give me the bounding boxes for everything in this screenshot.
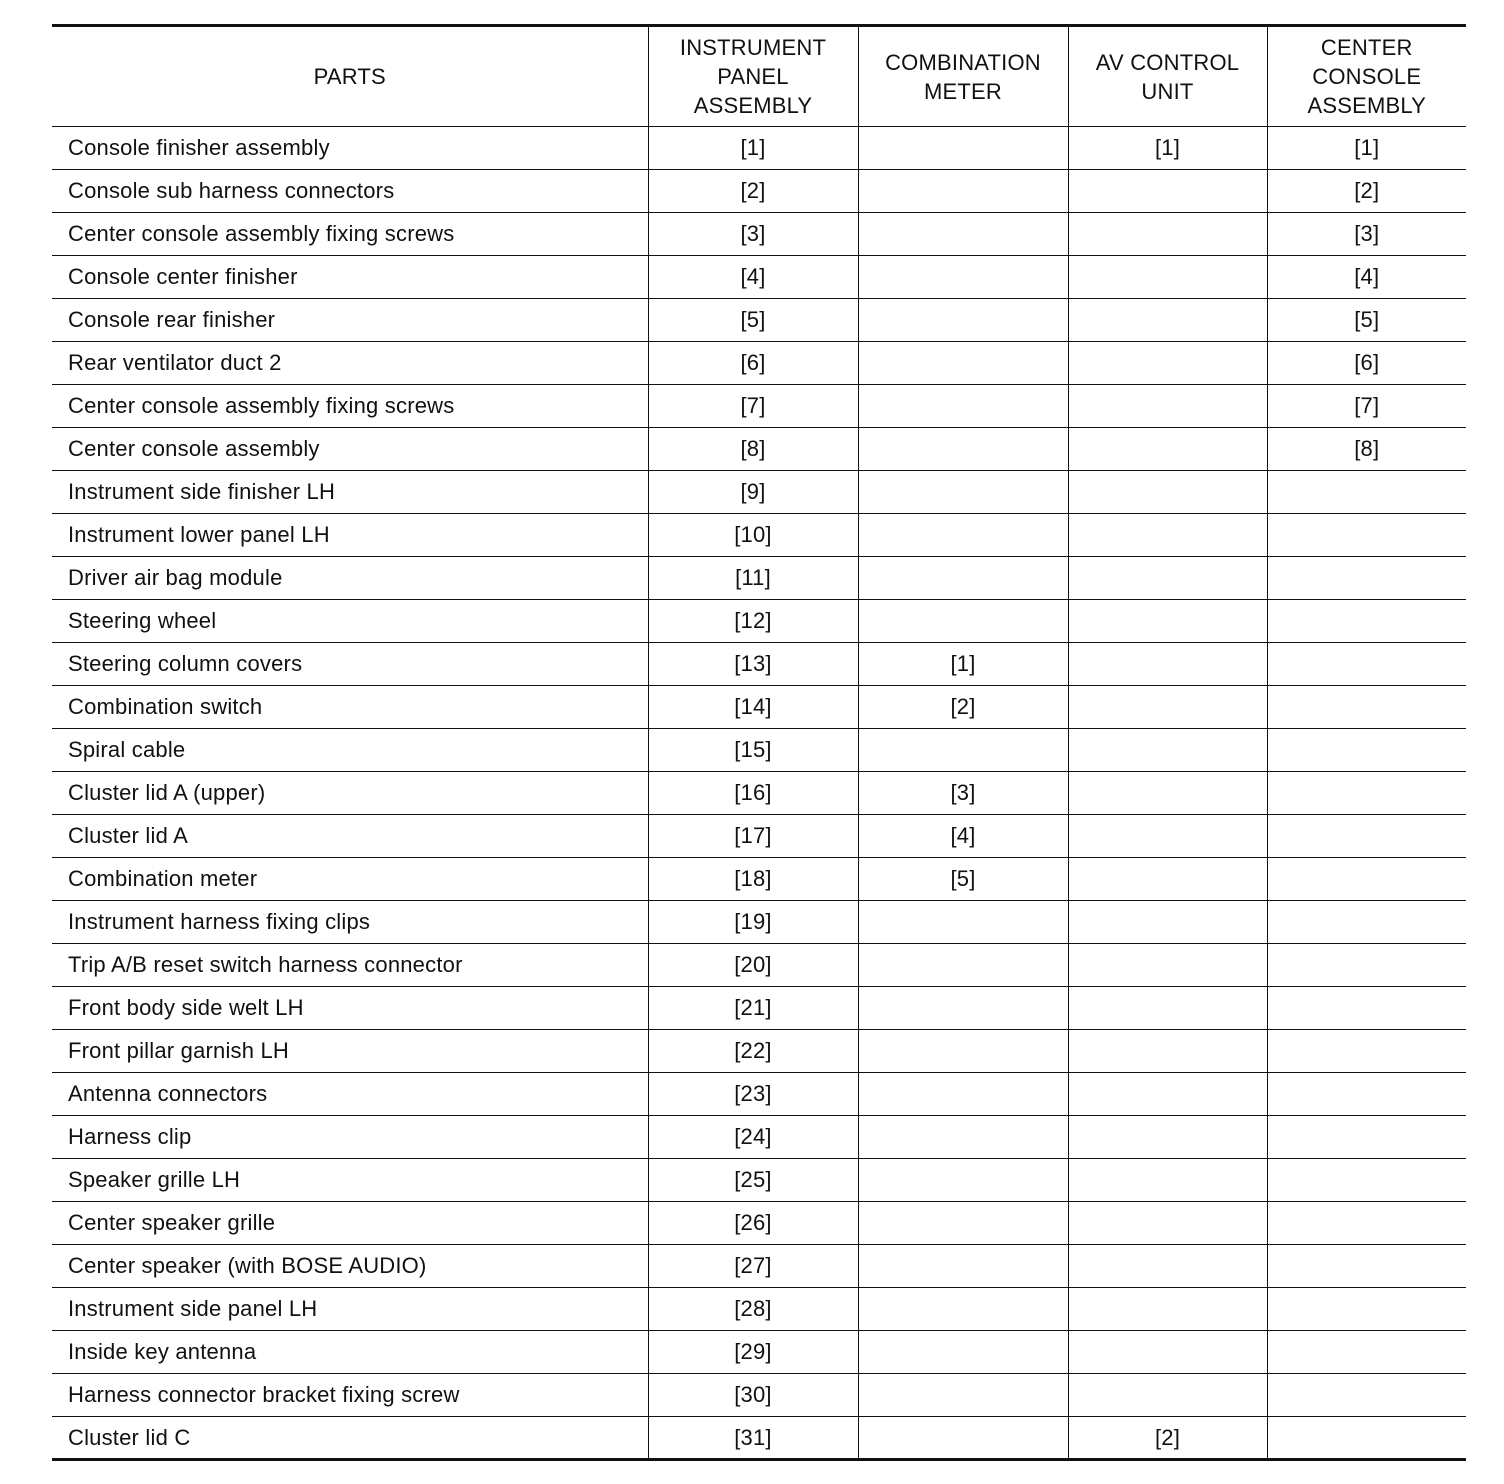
header-line: UNIT bbox=[1141, 78, 1194, 104]
av-control-unit-step-cell bbox=[1068, 1331, 1267, 1374]
table-row bbox=[52, 858, 1466, 901]
av-control-unit-step-cell: [2] bbox=[1068, 1417, 1267, 1460]
center-console-step-cell bbox=[1267, 686, 1466, 729]
center-console-step-cell bbox=[1267, 514, 1466, 557]
center-console-step-cell bbox=[1267, 815, 1466, 858]
header-row bbox=[52, 26, 1466, 127]
table-row bbox=[52, 686, 1466, 729]
combination-meter-step-cell bbox=[858, 1331, 1068, 1374]
instrument-panel-step-cell: [18] bbox=[648, 858, 858, 901]
center-console-step-cell: [4] bbox=[1267, 256, 1466, 299]
part-name-cell: Speaker grille LH bbox=[52, 1159, 648, 1202]
header-parts bbox=[52, 26, 648, 127]
table-row bbox=[52, 514, 1466, 557]
part-name-cell: Console finisher assembly bbox=[52, 127, 648, 170]
center-console-step-cell bbox=[1267, 987, 1466, 1030]
av-control-unit-step-cell bbox=[1068, 1202, 1267, 1245]
table-row bbox=[52, 815, 1466, 858]
combination-meter-step-cell bbox=[858, 987, 1068, 1030]
table-row bbox=[52, 1116, 1466, 1159]
center-console-step-cell bbox=[1267, 600, 1466, 643]
combination-meter-step-cell bbox=[858, 1245, 1068, 1288]
instrument-panel-step-cell: [5] bbox=[648, 299, 858, 342]
combination-meter-step-cell bbox=[858, 901, 1068, 944]
part-name-cell: Instrument side finisher LH bbox=[52, 471, 648, 514]
instrument-panel-step-cell: [29] bbox=[648, 1331, 858, 1374]
part-name-cell: Front body side welt LH bbox=[52, 987, 648, 1030]
part-name-cell: Driver air bag module bbox=[52, 557, 648, 600]
combination-meter-step-cell bbox=[858, 557, 1068, 600]
table-row bbox=[52, 170, 1466, 213]
instrument-panel-step-cell: [25] bbox=[648, 1159, 858, 1202]
combination-meter-step-cell bbox=[858, 256, 1068, 299]
av-control-unit-step-cell bbox=[1068, 1374, 1267, 1417]
av-control-unit-step-cell bbox=[1068, 1073, 1267, 1116]
header-line: AV CONTROL bbox=[1095, 49, 1240, 75]
center-console-step-cell bbox=[1267, 1030, 1466, 1073]
center-console-step-cell bbox=[1267, 901, 1466, 944]
combination-meter-step-cell bbox=[858, 213, 1068, 256]
table-row bbox=[52, 1245, 1466, 1288]
combination-meter-step-cell bbox=[858, 127, 1068, 170]
table-row bbox=[52, 127, 1466, 170]
av-control-unit-step-cell bbox=[1068, 686, 1267, 729]
av-control-unit-step-cell bbox=[1068, 514, 1267, 557]
header-line: COMBINATION bbox=[885, 49, 1041, 75]
av-control-unit-step-cell bbox=[1068, 944, 1267, 987]
instrument-panel-step-cell: [2] bbox=[648, 170, 858, 213]
table-row bbox=[52, 729, 1466, 772]
av-control-unit-step-cell bbox=[1068, 1245, 1267, 1288]
table-row bbox=[52, 428, 1466, 471]
table-row bbox=[52, 342, 1466, 385]
av-control-unit-step-cell bbox=[1068, 385, 1267, 428]
av-control-unit-step-cell bbox=[1068, 1159, 1267, 1202]
part-name-cell: Spiral cable bbox=[52, 729, 648, 772]
instrument-panel-step-cell: [13] bbox=[648, 643, 858, 686]
combination-meter-step-cell bbox=[858, 514, 1068, 557]
combination-meter-step-cell bbox=[858, 600, 1068, 643]
av-control-unit-step-cell bbox=[1068, 815, 1267, 858]
combination-meter-step-cell bbox=[858, 299, 1068, 342]
instrument-panel-step-cell: [30] bbox=[648, 1374, 858, 1417]
instrument-panel-step-cell: [8] bbox=[648, 428, 858, 471]
instrument-panel-step-cell: [26] bbox=[648, 1202, 858, 1245]
part-name-cell: Front pillar garnish LH bbox=[52, 1030, 648, 1073]
combination-meter-step-cell: [2] bbox=[858, 686, 1068, 729]
av-control-unit-step-cell bbox=[1068, 1116, 1267, 1159]
part-name-cell: Console center finisher bbox=[52, 256, 648, 299]
part-name-cell: Center console assembly fixing screws bbox=[52, 213, 648, 256]
av-control-unit-step-cell bbox=[1068, 471, 1267, 514]
combination-meter-step-cell bbox=[858, 471, 1068, 514]
av-control-unit-step-cell bbox=[1068, 1288, 1267, 1331]
header-center-console-assembly bbox=[1267, 26, 1466, 127]
header-line: CONSOLE bbox=[1312, 64, 1422, 89]
instrument-panel-step-cell: [12] bbox=[648, 600, 858, 643]
part-name-cell: Steering column covers bbox=[52, 643, 648, 686]
table-header bbox=[52, 26, 1466, 127]
av-control-unit-step-cell bbox=[1068, 342, 1267, 385]
center-console-step-cell bbox=[1267, 1245, 1466, 1288]
header-combination-meter bbox=[858, 26, 1068, 127]
part-name-cell: Rear ventilator duct 2 bbox=[52, 342, 648, 385]
combination-meter-step-cell bbox=[858, 1374, 1068, 1417]
part-name-cell: Combination switch bbox=[52, 686, 648, 729]
table-row bbox=[52, 471, 1466, 514]
center-console-step-cell bbox=[1267, 1116, 1466, 1159]
instrument-panel-step-cell: [4] bbox=[648, 256, 858, 299]
instrument-panel-step-cell: [19] bbox=[648, 901, 858, 944]
center-console-step-cell bbox=[1267, 772, 1466, 815]
combination-meter-step-cell bbox=[858, 1116, 1068, 1159]
combination-meter-step-cell bbox=[858, 1417, 1068, 1460]
table-row bbox=[52, 1030, 1466, 1073]
center-console-step-cell bbox=[1267, 643, 1466, 686]
part-name-cell: Center console assembly fixing screws bbox=[52, 385, 648, 428]
table-row bbox=[52, 1374, 1466, 1417]
combination-meter-step-cell bbox=[858, 1288, 1068, 1331]
instrument-panel-step-cell: [10] bbox=[648, 514, 858, 557]
combination-meter-step-cell bbox=[858, 1030, 1068, 1073]
table-row bbox=[52, 1202, 1466, 1245]
center-console-step-cell: [8] bbox=[1267, 428, 1466, 471]
center-console-step-cell: [2] bbox=[1267, 170, 1466, 213]
part-name-cell: Cluster lid A bbox=[52, 815, 648, 858]
part-name-cell: Instrument side panel LH bbox=[52, 1288, 648, 1331]
header-line: PANEL bbox=[717, 64, 789, 89]
av-control-unit-step-cell bbox=[1068, 170, 1267, 213]
instrument-panel-step-cell: [14] bbox=[648, 686, 858, 729]
combination-meter-step-cell: [4] bbox=[858, 815, 1068, 858]
center-console-step-cell bbox=[1267, 1288, 1466, 1331]
table-row bbox=[52, 772, 1466, 815]
center-console-step-cell bbox=[1267, 1331, 1466, 1374]
av-control-unit-step-cell bbox=[1068, 987, 1267, 1030]
header-line: INSTRUMENT bbox=[679, 35, 827, 60]
table-row bbox=[52, 600, 1466, 643]
table-row bbox=[52, 643, 1466, 686]
combination-meter-step-cell bbox=[858, 729, 1068, 772]
header-av-control-unit bbox=[1068, 26, 1267, 127]
part-name-cell: Cluster lid A (upper) bbox=[52, 772, 648, 815]
header-line: METER bbox=[924, 78, 1002, 104]
center-console-step-cell: [1] bbox=[1267, 127, 1466, 170]
header-line: CENTER bbox=[1320, 35, 1413, 60]
instrument-panel-step-cell: [7] bbox=[648, 385, 858, 428]
instrument-panel-step-cell: [27] bbox=[648, 1245, 858, 1288]
instrument-panel-step-cell: [21] bbox=[648, 987, 858, 1030]
center-console-step-cell bbox=[1267, 1202, 1466, 1245]
combination-meter-step-cell bbox=[858, 170, 1068, 213]
part-name-cell: Steering wheel bbox=[52, 600, 648, 643]
combination-meter-step-cell bbox=[858, 385, 1068, 428]
av-control-unit-step-cell bbox=[1068, 729, 1267, 772]
combination-meter-step-cell: [5] bbox=[858, 858, 1068, 901]
av-control-unit-step-cell bbox=[1068, 600, 1267, 643]
table-row bbox=[52, 1073, 1466, 1116]
part-name-cell: Instrument harness fixing clips bbox=[52, 901, 648, 944]
part-name-cell: Center console assembly bbox=[52, 428, 648, 471]
header-line: PARTS bbox=[313, 64, 386, 89]
table-row bbox=[52, 256, 1466, 299]
combination-meter-step-cell bbox=[858, 342, 1068, 385]
part-name-cell: Instrument lower panel LH bbox=[52, 514, 648, 557]
av-control-unit-step-cell bbox=[1068, 643, 1267, 686]
av-control-unit-step-cell bbox=[1068, 428, 1267, 471]
center-console-step-cell bbox=[1267, 944, 1466, 987]
header-line: ASSEMBLY bbox=[1307, 93, 1427, 118]
table-body bbox=[52, 127, 1466, 1460]
av-control-unit-step-cell bbox=[1068, 213, 1267, 256]
instrument-panel-step-cell: [6] bbox=[648, 342, 858, 385]
instrument-panel-step-cell: [24] bbox=[648, 1116, 858, 1159]
header-instrument-panel-assembly bbox=[648, 26, 858, 127]
instrument-panel-step-cell: [23] bbox=[648, 1073, 858, 1116]
center-console-step-cell: [7] bbox=[1267, 385, 1466, 428]
table-row bbox=[52, 1331, 1466, 1374]
header-line: ASSEMBLY bbox=[693, 93, 813, 118]
part-name-cell: Antenna connectors bbox=[52, 1073, 648, 1116]
instrument-panel-step-cell: [16] bbox=[648, 772, 858, 815]
part-name-cell: Combination meter bbox=[52, 858, 648, 901]
combination-meter-step-cell bbox=[858, 1073, 1068, 1116]
av-control-unit-step-cell bbox=[1068, 299, 1267, 342]
center-console-step-cell bbox=[1267, 1159, 1466, 1202]
table-row bbox=[52, 557, 1466, 600]
part-name-cell: Cluster lid C bbox=[52, 1417, 648, 1460]
combination-meter-step-cell bbox=[858, 1159, 1068, 1202]
parts-removal-table bbox=[52, 24, 1466, 1461]
table-row bbox=[52, 299, 1466, 342]
combination-meter-step-cell bbox=[858, 944, 1068, 987]
instrument-panel-step-cell: [17] bbox=[648, 815, 858, 858]
table-row bbox=[52, 385, 1466, 428]
instrument-panel-step-cell: [1] bbox=[648, 127, 858, 170]
part-name-cell: Harness connector bracket fixing screw bbox=[52, 1374, 648, 1417]
table-row bbox=[52, 987, 1466, 1030]
instrument-panel-step-cell: [28] bbox=[648, 1288, 858, 1331]
instrument-panel-step-cell: [9] bbox=[648, 471, 858, 514]
center-console-step-cell bbox=[1267, 471, 1466, 514]
av-control-unit-step-cell bbox=[1068, 1030, 1267, 1073]
instrument-panel-step-cell: [20] bbox=[648, 944, 858, 987]
center-console-step-cell bbox=[1267, 1073, 1466, 1116]
part-name-cell: Center speaker grille bbox=[52, 1202, 648, 1245]
center-console-step-cell: [3] bbox=[1267, 213, 1466, 256]
combination-meter-step-cell bbox=[858, 1202, 1068, 1245]
table-row bbox=[52, 213, 1466, 256]
table-row bbox=[52, 1159, 1466, 1202]
center-console-step-cell bbox=[1267, 1417, 1466, 1460]
table-row bbox=[52, 944, 1466, 987]
instrument-panel-step-cell: [15] bbox=[648, 729, 858, 772]
av-control-unit-step-cell bbox=[1068, 256, 1267, 299]
av-control-unit-step-cell bbox=[1068, 772, 1267, 815]
av-control-unit-step-cell bbox=[1068, 858, 1267, 901]
part-name-cell: Trip A/B reset switch harness connector bbox=[52, 944, 648, 987]
table-row bbox=[52, 1417, 1466, 1460]
instrument-panel-step-cell: [31] bbox=[648, 1417, 858, 1460]
instrument-panel-step-cell: [3] bbox=[648, 213, 858, 256]
part-name-cell: Inside key antenna bbox=[52, 1331, 648, 1374]
table-row bbox=[52, 1288, 1466, 1331]
center-console-step-cell bbox=[1267, 729, 1466, 772]
combination-meter-step-cell: [1] bbox=[858, 643, 1068, 686]
av-control-unit-step-cell bbox=[1068, 901, 1267, 944]
center-console-step-cell: [5] bbox=[1267, 299, 1466, 342]
combination-meter-step-cell: [3] bbox=[858, 772, 1068, 815]
table-row bbox=[52, 901, 1466, 944]
part-name-cell: Center speaker (with BOSE AUDIO) bbox=[52, 1245, 648, 1288]
center-console-step-cell bbox=[1267, 1374, 1466, 1417]
instrument-panel-step-cell: [22] bbox=[648, 1030, 858, 1073]
part-name-cell: Console sub harness connectors bbox=[52, 170, 648, 213]
instrument-panel-step-cell: [11] bbox=[648, 557, 858, 600]
center-console-step-cell bbox=[1267, 858, 1466, 901]
part-name-cell: Harness clip bbox=[52, 1116, 648, 1159]
combination-meter-step-cell bbox=[858, 428, 1068, 471]
center-console-step-cell bbox=[1267, 557, 1466, 600]
av-control-unit-step-cell: [1] bbox=[1068, 127, 1267, 170]
center-console-step-cell: [6] bbox=[1267, 342, 1466, 385]
av-control-unit-step-cell bbox=[1068, 557, 1267, 600]
part-name-cell: Console rear finisher bbox=[52, 299, 648, 342]
